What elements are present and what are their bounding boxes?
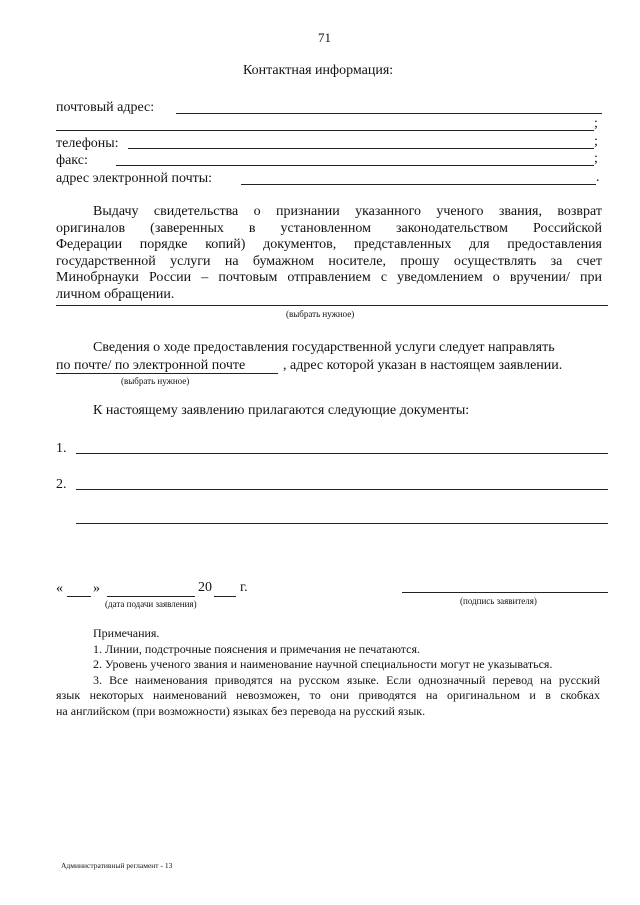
date-year-suffix: г. <box>240 580 248 595</box>
phones-semicolon: ; <box>594 134 598 149</box>
info-choice-underline <box>56 373 278 374</box>
issuance-line: Выдачу свидетельства о признании указанного ученого звания, возврат <box>93 204 602 219</box>
fax-semicolon: ; <box>594 151 598 166</box>
signature-line <box>402 592 608 593</box>
attachment-1-number: 1. <box>56 441 67 456</box>
issuance-line: Минобрнауки России – почтовым отправлением с уведомлением о вручении/ при <box>56 270 602 286</box>
issuance-line: Федерации порядке копий) документов, представленных для предоставления <box>56 237 602 253</box>
note-2: 2. Уровень ученого звания и наименование научной специальности могут не указываться. <box>93 657 553 671</box>
email-period: . <box>596 170 600 185</box>
footer-text: Административный регламент - 13 <box>61 861 173 870</box>
postal-semicolon: ; <box>594 116 598 131</box>
date-year-line <box>214 596 236 597</box>
attachments-title: К настоящему заявлению прилагаются следующие документы: <box>93 403 470 418</box>
info-choice: по почте/ по электронной почте <box>56 358 246 373</box>
info-hint: (выбрать нужное) <box>121 376 190 386</box>
notes-block <box>56 626 600 719</box>
note-1: 1. Линии, подстрочные пояснения и примечания не печатаются. <box>93 641 421 656</box>
postal-address-label: почтовый адрес: <box>56 100 155 115</box>
attachment-2-number: 2. <box>56 477 67 492</box>
note-3-line-3: на английском (при возможности) языках без перевода на русский язык. <box>56 703 426 718</box>
postal-address-line-2 <box>56 130 594 131</box>
date-day-line <box>67 596 91 597</box>
issuance-paragraph <box>56 204 602 304</box>
note-3-line-1: 3. Все наименования приводятся на русском языке. Если однозначный перевод на русский <box>93 672 600 687</box>
notes-title: Примечания. <box>93 626 160 640</box>
issuance-line: оригиналов (заверенных в установленном законодательством Российской <box>56 220 602 236</box>
info-line-1: Сведения о ходе предоставления государственной услуги следует направлять <box>93 340 555 355</box>
phones-line <box>128 148 594 149</box>
issuance-underline <box>56 305 608 306</box>
attachment-3-line <box>76 523 608 524</box>
issuance-line: личном обращении. <box>56 286 175 302</box>
date-month-line <box>107 596 195 597</box>
email-label: адрес электронной почты: <box>56 171 213 186</box>
postal-address-line-1 <box>176 113 602 114</box>
date-quote-close: » <box>93 581 100 596</box>
date-hint: (дата подачи заявления) <box>105 599 197 609</box>
fax-line <box>116 165 594 166</box>
issuance-line: государственной услуги на бумажном носителе, прошу осуществлять за счет <box>56 253 602 269</box>
email-line <box>241 184 596 185</box>
contact-title: Контактная информация: <box>243 63 394 78</box>
signature-hint: (подпись заявителя) <box>460 596 537 606</box>
phones-label: телефоны: <box>56 136 119 151</box>
note-3-line-2: язык некоторых наименований невозможен, то они приводятся на оригинальном и в скобках <box>56 688 600 702</box>
fax-label: факс: <box>56 153 88 168</box>
attachment-2-line <box>76 489 608 490</box>
date-year-prefix: 20 <box>198 580 212 595</box>
info-rest: , адрес которой указан в настоящем заявлении. <box>283 358 563 373</box>
page-number: 71 <box>318 30 331 45</box>
date-quote-open: « <box>56 581 63 596</box>
issuance-hint: (выбрать нужное) <box>286 309 355 319</box>
attachment-1-line <box>76 453 608 454</box>
